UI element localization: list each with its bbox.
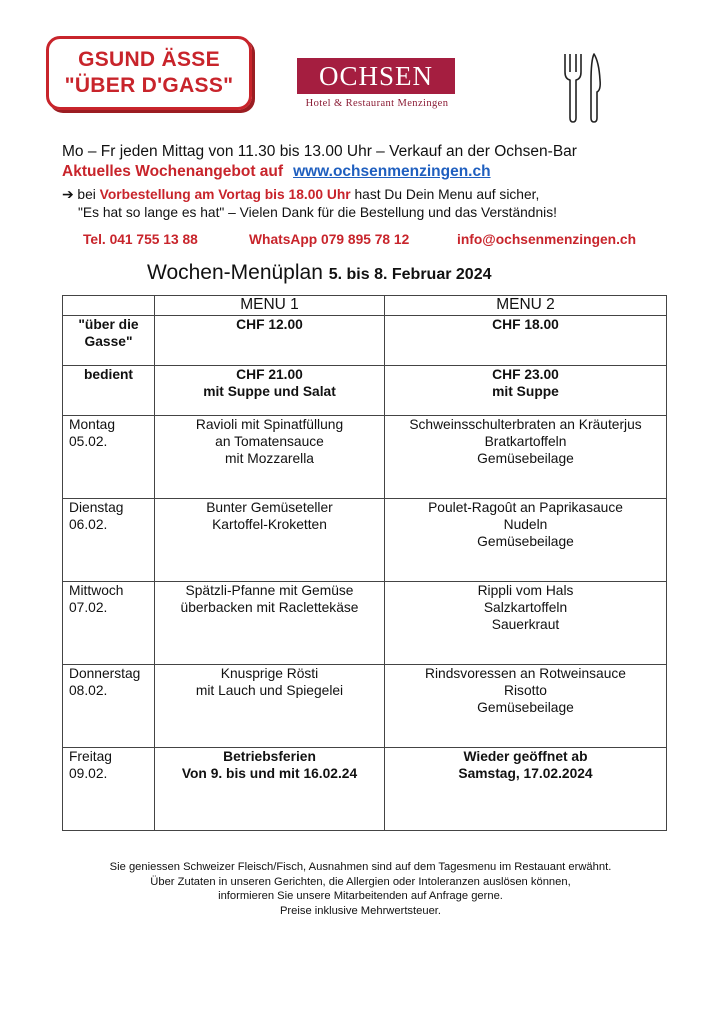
menu-table — [62, 295, 667, 831]
day-name: Dienstag — [69, 500, 124, 515]
preorder-post: hast Du Dein Menu auf sicher, — [354, 187, 540, 202]
menu-1-dish — [155, 499, 385, 582]
served-price-menu-1-amount: CHF 21.00 — [236, 367, 303, 382]
day-name: Freitag — [69, 749, 112, 764]
dish-line: Risotto — [504, 683, 547, 698]
menu-2-dish — [385, 665, 667, 748]
menu-2-dish — [385, 582, 667, 665]
dish-line: Samstag, 17.02.2024 — [458, 766, 593, 781]
day-name: Montag — [69, 417, 116, 432]
day-name: Donnerstag — [69, 666, 141, 681]
title-main: Wochen-Menüplan — [147, 261, 323, 284]
whatsapp-number[interactable]: WhatsApp 079 895 78 12 — [249, 232, 410, 247]
day-row — [63, 748, 667, 831]
served-price-menu-2-note: mit Suppe — [492, 384, 559, 399]
footer-notes — [40, 860, 681, 918]
preorder-deadline: Vorbestellung am Vortag bis 18.00 Uhr — [99, 187, 351, 202]
day-date: 07.02. — [69, 600, 108, 615]
day-row — [63, 582, 667, 665]
badge-line-1: GSUND ÄSSE — [78, 48, 220, 71]
day-cell — [63, 665, 155, 748]
opening-hours: Mo – Fr jeden Mittag von 11.30 bis 13.00 Uhr – Verkauf an der Ochsen-Bar — [62, 143, 577, 160]
header-menu-1: MENU 1 — [155, 296, 385, 316]
menu-1-dish — [155, 748, 385, 831]
takeaway-price-menu-2: CHF 18.00 — [385, 316, 667, 366]
dish-line: Wieder geöffnet ab — [463, 749, 588, 764]
page-title — [147, 261, 491, 285]
gsund-aesse-badge — [46, 36, 252, 110]
day-cell — [63, 499, 155, 582]
dish-line: Salzkartoffeln — [483, 600, 568, 615]
dish-line: Kartoffel-Kroketten — [212, 517, 327, 532]
day-row — [63, 499, 667, 582]
dish-line: Gemüsebeilage — [477, 700, 574, 715]
dish-line: Sauerkraut — [491, 617, 560, 632]
dish-line: Spätzli-Pfanne mit Gemüse — [185, 583, 354, 598]
menu-1-dish — [155, 582, 385, 665]
price-row-served — [63, 366, 667, 416]
dish-line: Knusprige Rösti — [220, 666, 319, 681]
dish-line: Betriebsferien — [223, 749, 316, 764]
phone-number[interactable]: Tel. 041 755 13 88 — [83, 232, 198, 247]
dish-line: Schweinsschulterbraten an Kräuterjus — [409, 417, 642, 432]
menu-1-dish — [155, 416, 385, 499]
thanks-line: "Es hat so lange es hat" – Vielen Dank für die Bestellung und das Verständnis! — [78, 205, 557, 220]
dish-line: Rindsvoressen an Rotweinsauce — [425, 666, 626, 681]
served-label: bedient — [63, 366, 155, 416]
preorder-line — [62, 187, 539, 203]
email-link[interactable]: info@ochsenmenzingen.ch — [457, 232, 637, 247]
weekly-offer-line — [62, 163, 491, 181]
logo-name: OCHSEN — [297, 58, 455, 94]
logo-subtitle: Hotel & Restaurant Menzingen — [305, 98, 449, 109]
header-menu-2: MENU 2 — [385, 296, 667, 316]
day-row — [63, 665, 667, 748]
dish-line: Bunter Gemüseteller — [206, 500, 333, 515]
footer-line: Über Zutaten in unseren Gerichten, die Allergien oder Intoleranzen auslösen können, — [150, 875, 571, 888]
footer-line: informieren Sie unsere Mitarbeitenden auf Anfrage gerne. — [218, 890, 503, 902]
day-name: Mittwoch — [69, 583, 124, 598]
ochsen-logo — [297, 58, 457, 114]
arrow-right-icon: ➔ — [62, 187, 74, 202]
dish-line: Gemüsebeilage — [477, 451, 574, 466]
day-date: 05.02. — [69, 434, 108, 449]
table-header-row — [63, 296, 667, 316]
day-date: 08.02. — [69, 683, 108, 698]
dish-line: Ravioli mit Spinatfüllung — [195, 417, 344, 432]
dish-line: mit Mozzarella — [225, 451, 314, 466]
day-cell — [63, 748, 155, 831]
dish-line: Rippli vom Hals — [477, 583, 574, 598]
day-date: 09.02. — [69, 766, 108, 781]
dish-line: überbacken mit Raclettekäse — [180, 600, 359, 615]
price-row-takeaway — [63, 316, 667, 366]
website-link[interactable]: www.ochsenmenzingen.ch — [293, 163, 491, 180]
served-price-menu-2 — [385, 366, 667, 416]
menu-1-dish — [155, 665, 385, 748]
badge-line-2: "ÜBER D'GASS" — [64, 74, 234, 97]
cutlery-icon — [560, 52, 604, 124]
preorder-pre: bei — [77, 187, 96, 202]
title-dates: 5. bis 8. Februar 2024 — [328, 266, 492, 283]
day-date: 06.02. — [69, 517, 108, 532]
menu-2-dish — [385, 416, 667, 499]
weekly-offer-label: Aktuelles Wochenangebot auf — [62, 163, 284, 180]
day-row — [63, 416, 667, 499]
footer-line: Preise inklusive Mehrwertsteuer. — [279, 904, 442, 917]
day-cell — [63, 582, 155, 665]
dish-line: mit Lauch und Spiegelei — [195, 683, 344, 698]
footer-line: Sie geniessen Schweizer Fleisch/Fisch, Ausnahmen sind auf dem Tagesmenu im Restauant erwähnt. — [109, 861, 612, 873]
dish-line: an Tomatensauce — [215, 434, 324, 449]
dish-line: Nudeln — [503, 517, 548, 532]
dish-line: Poulet-Ragoût an Paprikasauce — [428, 500, 623, 515]
takeaway-price-menu-1: CHF 12.00 — [155, 316, 385, 366]
day-cell — [63, 416, 155, 499]
dish-line: Gemüsebeilage — [477, 534, 574, 549]
served-price-menu-1 — [155, 366, 385, 416]
served-price-menu-1-note: mit Suppe und Salat — [203, 384, 336, 399]
menu-2-dish — [385, 748, 667, 831]
dish-line: Bratkartoffeln — [484, 434, 567, 449]
header-empty — [63, 296, 155, 316]
dish-line: Von 9. bis und mit 16.02.24 — [181, 766, 358, 781]
takeaway-label: "über die Gasse" — [63, 316, 155, 366]
served-price-menu-2-amount: CHF 23.00 — [492, 367, 559, 382]
menu-2-dish — [385, 499, 667, 582]
